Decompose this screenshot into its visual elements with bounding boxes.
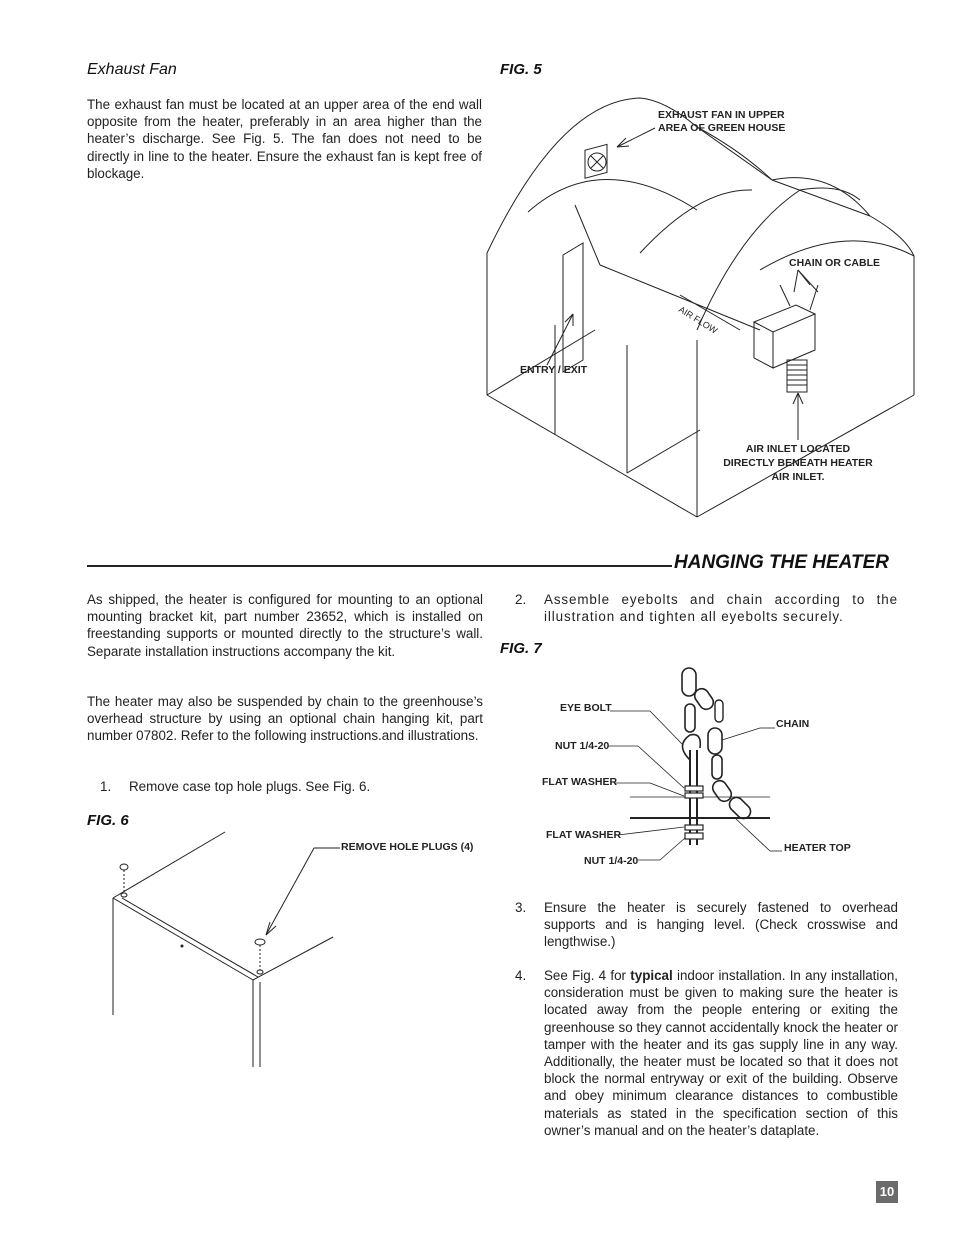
hanging-para2: The heater may also be suspended by chain to the greenhouse’s overhead structure by using an optional chain hanging kit, part number 07802. Refer to the following instructions.and illustrations. xyxy=(87,694,483,744)
fig7-flat-washer-top: FLAT WASHER xyxy=(542,776,618,788)
fig5-callout-inlet-line1: AIR INLET LOCATED xyxy=(745,443,851,455)
exhaust-fan-heading: Exhaust Fan xyxy=(87,61,177,78)
fig7-nut-bottom: NUT 1/4-20 xyxy=(584,855,639,867)
fig6-callout: REMOVE HOLE PLUGS (4) xyxy=(341,841,474,853)
fig7-nut-top: NUT 1/4-20 xyxy=(555,740,610,752)
exhaust-fan-paragraph: The exhaust fan must be located at an upper area of the end wall opposite from the heater, preferably in an area higher than the heater’s discharge. See Fig. 5. The fan does not need to be directly in line to the heater. Ensure the exhaust fan is kept free of blockage. xyxy=(87,97,482,181)
step-2: 2. Assemble eyebolts and chain according to the illustration and tighten all eyebolts securely. xyxy=(515,592,898,625)
hanging-heading: HANGING THE HEATER xyxy=(674,552,889,573)
section-divider xyxy=(87,565,672,567)
fig5-callouts xyxy=(480,90,930,525)
fig7-eye-bolt: EYE BOLT xyxy=(560,702,612,714)
hanging-para1: As shipped, the heater is configured for mounting to an optional mounting bracket kit, part number 23652, which is installed on freestanding supports or mounted directly to the structure’s wall. Separate installation instructions accompany the kit. xyxy=(87,592,483,659)
fig5-callout-inlet-line2: DIRECTLY BENEATH HEATER xyxy=(723,457,873,469)
step-1: 1. Remove case top hole plugs. See Fig. 6. xyxy=(100,779,371,794)
fig5-callout-entry: ENTRY / EXIT xyxy=(520,364,588,376)
fig5-callout-fan-line1: EXHAUST FAN IN UPPER xyxy=(658,109,785,121)
fig6-label: FIG. 6 xyxy=(87,812,129,829)
fig5-callout-fan-line2: AREA OF GREEN HOUSE xyxy=(658,122,786,134)
page-number: 10 xyxy=(876,1181,898,1203)
fig5-label: FIG. 5 xyxy=(500,61,542,78)
fig5-callout-chain: CHAIN OR CABLE xyxy=(789,257,880,269)
step-3: 3. Ensure the heater is securely fastened to overhead supports and is hanging level. (Check crosswise and lengthwise.) xyxy=(515,900,898,950)
fig5-callout-airflow: AIR FLOW xyxy=(676,304,720,336)
must-emphasis: must xyxy=(188,97,218,112)
fig7-chain: CHAIN xyxy=(776,718,810,730)
fig7-label: FIG. 7 xyxy=(500,640,542,657)
fig5-callout-inlet-line3: AIR INLET. xyxy=(771,471,825,483)
fig7-flat-washer-bottom: FLAT WASHER xyxy=(546,829,622,841)
heater-top-diagram xyxy=(100,825,480,1075)
fig7-heater-top: HEATER TOP xyxy=(784,842,851,854)
step-4: 4. See Fig. 4 for typical indoor installation. In any installation, consideration must be given to making sure the heater is located away from the people entering or exiting the greenhouse so they cannot accidentally knock the heater or tamper with the heater and its gas supply line in any way. Additionally, the heater must be located so that it does not block the normal entryway or exit of the building. Observe and obey minimum clearance distances to combustible materials as stated in the specification section of this owner’s manual and on the heater’s dataplate. xyxy=(515,968,898,1138)
typical-emphasis: typical xyxy=(630,968,673,983)
